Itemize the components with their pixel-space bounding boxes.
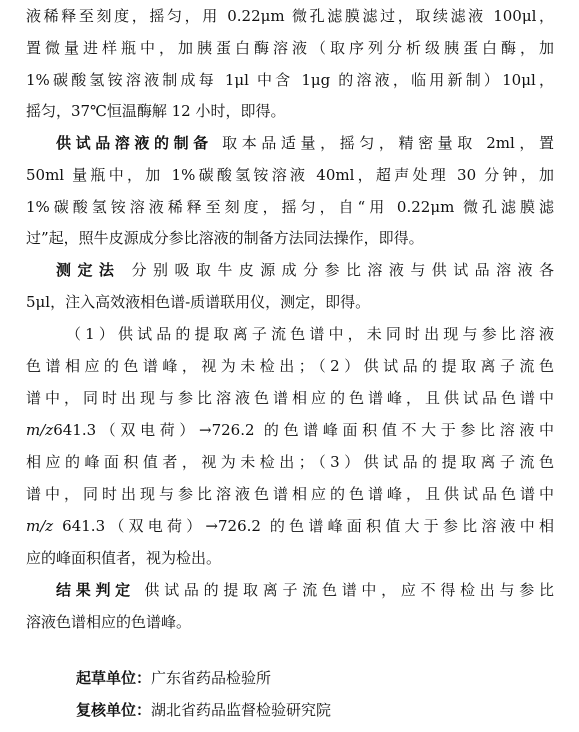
paragraph-line: [56, 133, 554, 153]
paragraph-line: 应的峰面积值者，视为检出。: [26, 549, 222, 567]
section-heading: 供试品溶液的制备: [56, 134, 213, 152]
reviewer-value: 湖北省药品监督检验研究院: [151, 701, 332, 719]
paragraph-text: 取本品适量，摇匀，精密量取 2ml，置: [212, 134, 554, 152]
paragraph-line: 50ml 量瓶中，加 1%碳酸氢铵溶液 40ml，超声处理 30 分钟，加: [26, 166, 554, 184]
paragraph-line: 液稀释至刻度，摇匀，用 0.22μm 微孔滤膜滤过，取续滤液 100μl，: [26, 7, 554, 25]
paragraph-line: 过”起，照牛皮源成分参比溶液的制备方法同法操作，即得。: [26, 229, 424, 247]
mz-label: m/z: [26, 421, 54, 439]
paragraph-line: 谱中，同时出现与参比溶液色谱相应的色谱峰，且供试品色谱中: [26, 485, 554, 503]
paragraph-line: [26, 420, 554, 440]
drafter-value: 广东省药品检验所: [151, 669, 272, 687]
paragraph-line: 相应的峰面积值者，视为未检出；（3）供试品的提取离子流色: [26, 453, 554, 471]
paragraph-line: [56, 580, 554, 600]
paragraph-line: 1%碳酸氢铵溶液制成每 1μl 中含 1μg 的溶液，临用新制）10μl，: [26, 71, 554, 89]
paragraph-line: 5μl，注入高效液相色谱-质谱联用仪，测定，即得。: [26, 293, 371, 311]
drafter-label: 起草单位：: [76, 669, 152, 687]
paragraph-line: [26, 516, 554, 536]
paragraph-text: 供试品的提取离子流色谱中，应不得检出与参比: [134, 581, 554, 599]
paragraph-line: （1）供试品的提取离子流色谱中，未同时出现与参比溶液: [66, 325, 554, 343]
paragraph-text: 641.3（双电荷）→726.2 的色谱峰面积值不大于参比溶液中: [53, 421, 554, 439]
paragraph-line: 1%碳酸氢铵溶液稀释至刻度，摇匀，自“用 0.22μm 微孔滤膜滤: [26, 198, 554, 216]
mz-label: m/z: [26, 517, 54, 535]
drafter-line: [76, 668, 271, 688]
paragraph-line: [56, 260, 554, 280]
paragraph-line: 谱中，同时出现与参比溶液色谱相应的色谱峰，且供试品色谱中: [26, 389, 554, 407]
paragraph-line: 色谱相应的色谱峰，视为未检出；（2）供试品的提取离子流色: [26, 357, 554, 375]
paragraph-text: 分别吸取牛皮源成分参比溶液与供试品溶液各: [120, 261, 554, 279]
paragraph-line: 置微量进样瓶中，加胰蛋白酶溶液（取序列分析级胰蛋白酶，加: [26, 39, 554, 57]
reviewer-line: [76, 700, 331, 720]
section-heading: 结果判定: [56, 581, 135, 599]
section-heading: 测定法: [56, 261, 121, 279]
paragraph-line: 摇匀，37℃恒温酶解 12 小时，即得。: [26, 102, 286, 120]
paragraph-line: 溶液色谱相应的色谱峰。: [26, 613, 192, 631]
paragraph-text: 641.3（双电荷）→726.2 的色谱峰面积值大于参比溶液中相: [53, 517, 554, 535]
reviewer-label: 复核单位：: [76, 701, 152, 719]
